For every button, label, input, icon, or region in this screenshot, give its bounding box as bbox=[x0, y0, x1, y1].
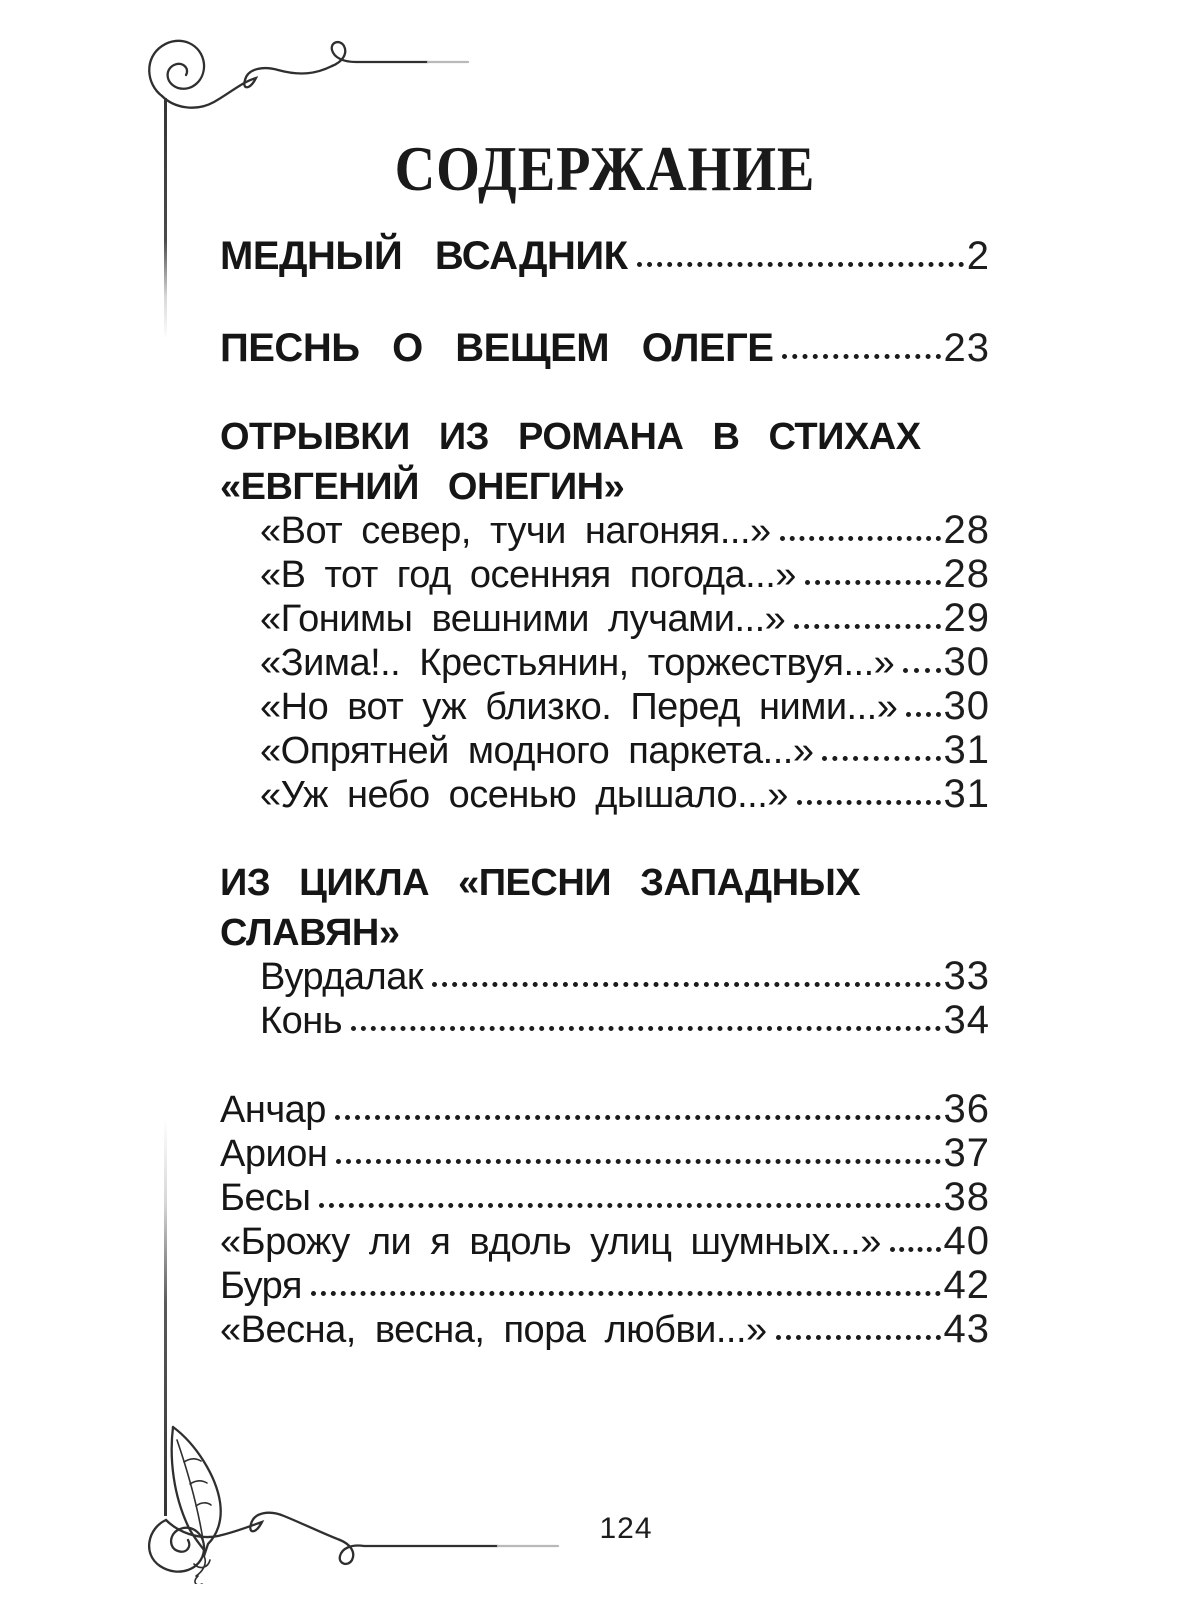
table-of-contents bbox=[220, 0, 990, 1349]
toc-section-heading-pesni-zapadnyh-slavyan: ИЗ ЦИКЛА «ПЕСНИ ЗАПАДНЫХ СЛАВЯН» bbox=[220, 862, 861, 954]
toc-row bbox=[260, 726, 990, 770]
dot-leader bbox=[822, 756, 940, 761]
toc-entry-label: Конь bbox=[260, 1000, 343, 1042]
toc-entry-label: «В тот год осенняя погода...» bbox=[260, 554, 796, 596]
toc-row bbox=[260, 770, 990, 814]
dot-leader bbox=[335, 1115, 941, 1120]
toc-entry-label: Буря bbox=[220, 1265, 302, 1307]
toc-section-items bbox=[220, 952, 990, 1040]
toc-row bbox=[260, 638, 990, 682]
toc-entry-page: 43 bbox=[943, 1307, 990, 1351]
toc-section-items bbox=[220, 506, 990, 814]
toc-row bbox=[220, 1129, 990, 1173]
dot-leader bbox=[432, 982, 941, 987]
toc-entry-label: Вурдалак bbox=[260, 956, 423, 998]
dot-leader bbox=[805, 580, 941, 585]
corner-flourish-bottom-icon bbox=[138, 1398, 580, 1584]
toc-entry-page: 31 bbox=[943, 772, 990, 816]
dot-leader bbox=[890, 1247, 941, 1252]
toc-entry-page: 23 bbox=[943, 326, 990, 370]
toc-entry-page: 31 bbox=[943, 728, 990, 772]
left-border-line bbox=[164, 98, 167, 1516]
toc-row bbox=[220, 1085, 990, 1129]
dot-leader bbox=[637, 262, 964, 267]
toc-entry-label: «Весна, весна, пора любви...» bbox=[220, 1309, 767, 1351]
dot-leader bbox=[336, 1159, 940, 1164]
toc-entry-page: 28 bbox=[943, 508, 990, 552]
toc-entry-page: 29 bbox=[943, 596, 990, 640]
toc-entry-label: ПЕСНЬ О ВЕЩЕМ ОЛЕГЕ bbox=[220, 326, 774, 370]
toc-row bbox=[220, 1217, 990, 1261]
toc-entry-page: 36 bbox=[943, 1087, 990, 1131]
dot-leader bbox=[782, 354, 940, 359]
toc-entry-page: 2 bbox=[966, 234, 990, 278]
toc-entry-label: «Опрятней модного паркета...» bbox=[260, 730, 814, 772]
dot-leader bbox=[351, 1026, 940, 1031]
toc-entry-label: «Зима!.. Крестьянин, торжествуя...» bbox=[260, 642, 895, 684]
toc-entry-page: 42 bbox=[943, 1263, 990, 1307]
page-number: 124 bbox=[599, 1512, 653, 1545]
quill-feather-icon bbox=[172, 1427, 221, 1584]
dot-leader bbox=[906, 712, 940, 717]
page-title: СОДЕРЖАНИЕ bbox=[394, 133, 816, 204]
toc-entry-page: 30 bbox=[943, 640, 990, 684]
dot-leader bbox=[794, 624, 940, 629]
dot-leader bbox=[311, 1291, 941, 1296]
dot-leader bbox=[319, 1203, 940, 1208]
toc-row bbox=[220, 1173, 990, 1217]
toc-entry-label: Арион bbox=[220, 1133, 328, 1175]
toc-entry-page: 30 bbox=[943, 684, 990, 728]
toc-row-pesn-o-veshchem-olege bbox=[220, 324, 990, 368]
toc-entry-page: 37 bbox=[943, 1131, 990, 1175]
toc-row bbox=[260, 594, 990, 638]
toc-row bbox=[260, 550, 990, 594]
toc-entry-label: «Уж небо осенью дышало...» bbox=[260, 774, 788, 816]
toc-entry-page: 33 bbox=[943, 954, 990, 998]
dot-leader bbox=[797, 800, 941, 805]
toc-entry-label: Бесы bbox=[220, 1177, 311, 1219]
toc-entry-page: 40 bbox=[943, 1219, 990, 1263]
toc-entry-label: МЕДНЫЙ ВСАДНИК bbox=[220, 234, 628, 278]
dot-leader bbox=[903, 668, 940, 673]
toc-plain-list bbox=[220, 1085, 990, 1349]
dot-leader bbox=[776, 1335, 941, 1340]
toc-entry-label: «Вот север, тучи нагоняя...» bbox=[260, 510, 771, 552]
toc-entry-label: Анчар bbox=[220, 1089, 326, 1131]
toc-row bbox=[260, 682, 990, 726]
dot-leader bbox=[780, 536, 941, 541]
toc-row bbox=[260, 952, 990, 996]
toc-row bbox=[260, 506, 990, 550]
toc-row bbox=[220, 1305, 990, 1349]
toc-entry-page: 28 bbox=[943, 552, 990, 596]
toc-entry-page: 38 bbox=[943, 1175, 990, 1219]
toc-row bbox=[220, 1261, 990, 1305]
toc-row-medny-vsadnik bbox=[220, 232, 990, 276]
toc-entry-page: 34 bbox=[943, 998, 990, 1042]
toc-section-heading-onegin: ОТРЫВКИ ИЗ РОМАНА В СТИХАХ «ЕВГЕНИЙ ОНЕГИН» bbox=[220, 416, 921, 508]
toc-entry-label: «Но вот уж близко. Перед ними...» bbox=[260, 686, 898, 728]
toc-entry-label: «Гонимы вешними лучами...» bbox=[260, 598, 786, 640]
toc-row bbox=[260, 996, 990, 1040]
toc-entry-label: «Брожу ли я вдоль улиц шумных...» bbox=[220, 1221, 881, 1263]
